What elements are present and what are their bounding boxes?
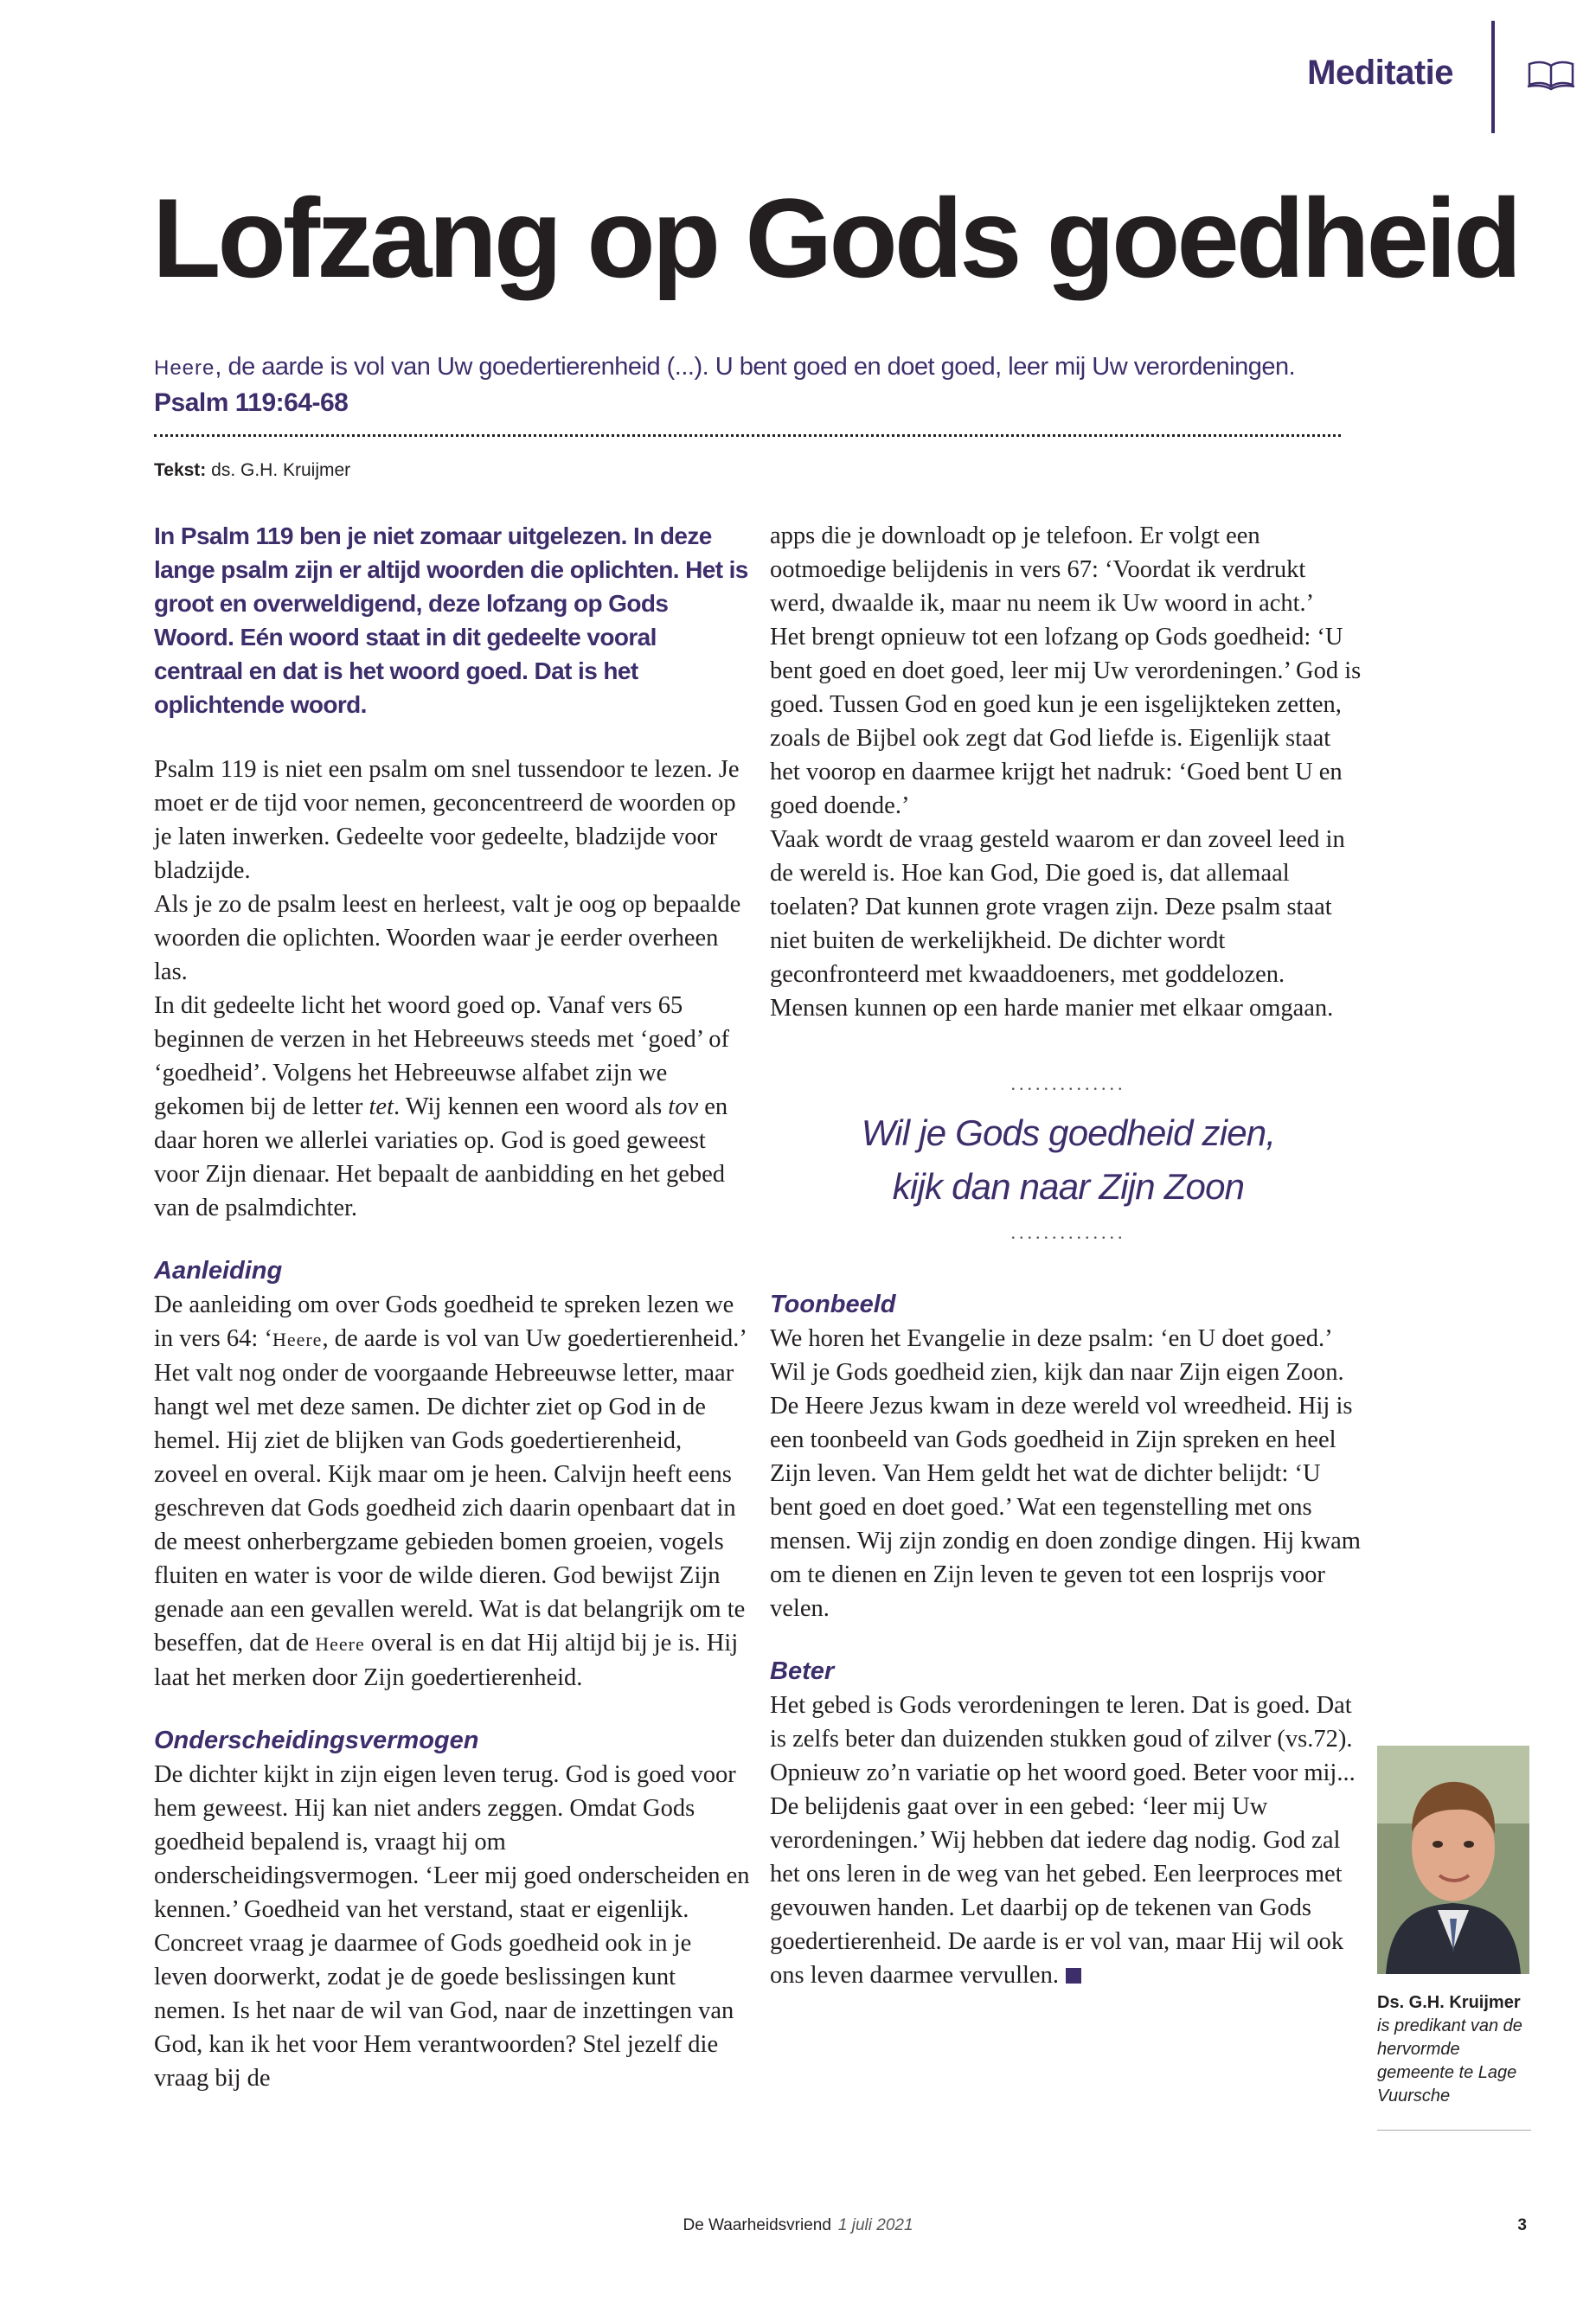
body-paragraph: We horen het Evangelie in deze psalm: ‘en U doet goed.’ Wil je Gods goedheid zien, kijk dan naar Zijn eigen Zoon. De Heere Jezus kwam in deze wereld vol wreedheid. Hij is een toonbeeld van Gods goedheid in Zijn spreken en heel Zijn leven. Van Hem geldt het wat de dichter belijdt: ‘U bent goed en doet goed.’ Wat een tegenstelling met ons mensen. Wij zijn zondig en doen zondige dingen. Hij kwam om te dienen en Zijn leven te geven tot een losprijs voor velen. (770, 1325, 1361, 1622)
body-paragraph (154, 1288, 751, 1695)
text-run: De aanleiding om over Gods goedheid te spreken lezen we in vers 64: ‘ (154, 1292, 734, 1352)
right-column (770, 519, 1367, 1992)
author-name: Ds. G.H. Kruijmer (1377, 1993, 1521, 2012)
publication-name: De Waarheidsvriend (683, 2216, 831, 2234)
byline (154, 460, 350, 481)
text-run: en daar horen we allerlei variaties op. God is goed geweest voor Zijn dienaar. Het bepaalt de aanbidding en het gebed van de psalmdichter. (154, 1093, 728, 1221)
quote-line: Wil je Gods goedheid zien, (861, 1112, 1276, 1153)
italic-term: tov (668, 1093, 699, 1120)
open-book-icon (1526, 59, 1576, 92)
caption-divider (1377, 2130, 1531, 2131)
subheading-onderscheidingsvermogen: Onderscheidingsvermogen (154, 1727, 479, 1754)
page-footer (0, 2216, 1596, 2235)
body-paragraph (154, 989, 751, 1225)
left-column (154, 519, 751, 2095)
subheading-toonbeeld: Toonbeeld (770, 1291, 896, 1318)
page-number: 3 (1517, 2216, 1527, 2234)
text-run: . Wij kennen een woord als (394, 1093, 669, 1120)
subheading-aanleiding: Aanleiding (154, 1257, 283, 1285)
text-run: , de aarde is vol van Uw goedertierenheid.’ Het valt nog onder de voorgaande Hebreeuwse letter, maar hangt wel met deze samen. De dichter ziet op God in de hemel. Hij ziet de blijken van Gods goedertierenheid, zoveel en overal. Kijk maar om je heen. Calvijn heeft eens geschreven dat Gods goedheid zich daarin openbaart dat in de meest onherbergzame gebieden bomen groeien, vogels fluiten en water is voor de wilde dieren. God bewijst Zijn genade aan een gevallen wereld. Wat is dat belangrijk om te beseffen, dat de (154, 1325, 746, 1657)
byline-author: ds. G.H. Kruijmer (211, 460, 351, 480)
verse-reference: Psalm 119:64-68 (154, 388, 349, 417)
end-mark (1066, 1968, 1081, 1984)
pull-quote-text (770, 1106, 1367, 1214)
bible-verse (154, 349, 1365, 420)
body-paragraph: Vaak wordt de vraag gesteld waarom er dan zoveel leed in de wereld is. Hoe kan God, Die goed is, dat allemaal toelaten? Dat kunnen grote vragen zijn. Deze psalm staat niet buiten de werkelijkheid. De dichter wordt geconfronteerd met kwaaddoeners, met goddelozen. Mensen kunnen op een harde manier met elkaar omgaan. (770, 826, 1345, 1022)
quote-line: kijk dan naar Zijn Zoon (892, 1166, 1245, 1207)
italic-term: tet (369, 1093, 394, 1120)
verse-text: , de aarde is vol van Uw goedertierenheid (...). U bent goed en doet goed, leer mij Uw verordeningen. (215, 353, 1296, 381)
text-run: In dit gedeelte licht het woord goed op. Vanaf vers 65 beginnen de verzen in het Hebreeuws steeds met ‘goed’ of ‘goedheid’. Volgens het Hebreeuwse alfabet zijn we gekomen bij de letter (154, 992, 730, 1120)
body-paragraph: De dichter kijkt in zijn eigen leven terug. God is goed voor hem geweest. Hij kan niet anders zeggen. Omdat Gods goedheid bepalend is, vraagt hij om onderscheidingsvermogen. ‘Leer mij goed onderscheiden en kennen.’ Goedheid van het verstand, staat er eigenlijk. Concreet vraag je daarmee of Gods goedheid ook in je leven doorwerkt, zodat je de goede beslissingen kunt nemen. Is het naar de wil van God, naar de inzettingen van God, kan ik het voor Hem verantwoorden? Stel jezelf die vraag bij de (154, 1761, 750, 2092)
intro-paragraph: In Psalm 119 ben je niet zomaar uitgelezen. In deze lange psalm zijn er altijd woorden die oplichten. Het is groot en overweldigend, deze lofzang op Gods Woord. Eén woord staat in dit gedeelte vooral centraal en dat is het woord goed. Dat is het oplichtende woord. (154, 522, 748, 718)
text-run: overal is en dat Hij altijd bij je is. Hij laat het merken door Zijn goedertierenheid. (154, 1630, 739, 1691)
body-paragraph: Het brengt opnieuw tot een lofzang op Gods goedheid: ‘U bent goed en doet goed, leer mij Uw verordeningen.’ God is goed. Tussen God en goed kun je een isgelijkteken zetten, zoals de Bijbel ook zegt dat God liefde is. Eigenlijk staat het voorop en daarmee krijgt het nadruk: ‘Goed bent U en goed doende.’ (770, 624, 1362, 819)
publication-date: 1 juli 2021 (837, 2216, 913, 2234)
subheading-beter: Beter (770, 1657, 835, 1685)
section-label: Meditatie (1307, 54, 1453, 92)
header-divider (1491, 21, 1495, 133)
small-caps-heere: Heere (272, 1329, 323, 1350)
body-paragraph: apps die je downloadt op je telefoon. Er volgt een ootmoedige belijdenis in vers 67: ‘Voordat ik verdrukt werd, dwaalde ik, maar nu neem ik Uw woord in acht.’ (770, 522, 1315, 617)
body-paragraph (770, 1689, 1367, 1992)
verse-heere: Heere (154, 356, 215, 380)
pull-quote (770, 1074, 1367, 1243)
text-run: Het gebed is Gods verordeningen te leren. Dat is goed. Dat is zelfs beter dan duizenden stukken goud of zilver (vs.72). Opnieuw zo’n variatie op het woord goed. Beter voor mij... De belijdenis gaat over in een gebed: ‘leer mij Uw verordeningen.’ Wij hebben dat iedere dag nodig. God zal het ons leren in de weg van het gebed. Een leerproces met gevouwen handen. Let daarbij op de tekenen van Gods goedertierenheid. De aarde is er vol van, maar Hij wil ook ons leven daarmee vervullen. (770, 1692, 1356, 1989)
dotted-divider (154, 434, 1341, 437)
byline-label: Tekst: (154, 460, 207, 480)
article-title: Lofzang op Gods goedheid (152, 175, 1519, 301)
author-photo (1377, 1746, 1529, 1974)
quote-dots-top: .............. (1010, 1073, 1126, 1094)
author-role: is predikant van de hervormde gemeente te Lage Vuursche (1377, 2016, 1522, 2106)
small-caps-heere: Heere (315, 1633, 365, 1655)
author-caption (1377, 1991, 1529, 2108)
body-paragraph: Psalm 119 is niet een psalm om snel tussendoor te lezen. Je moet er de tijd voor nemen, geconcentreerd de woorden op je laten inwerken. Gedeelte voor gedeelte, bladzijde voor bladzijde. (154, 756, 740, 884)
quote-dots-bottom: .............. (1010, 1221, 1126, 1243)
body-paragraph: Als je zo de psalm leest en herleest, valt je oog op bepaalde woorden die oplichten. Woorden waar je eerder overheen las. (154, 891, 741, 985)
